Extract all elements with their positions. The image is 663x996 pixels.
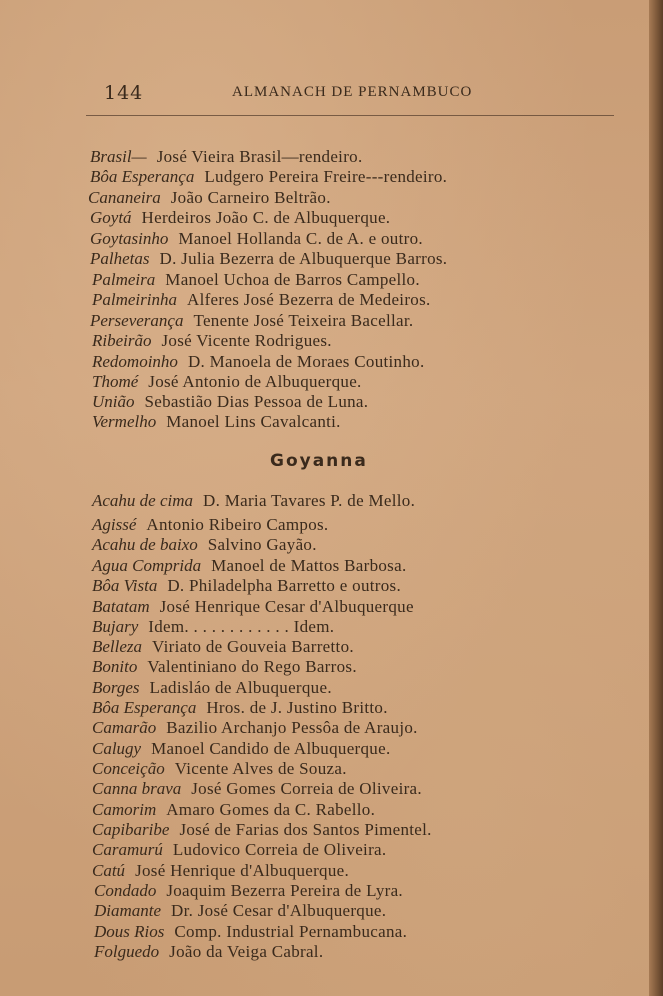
section-title: Goyanna [270, 451, 368, 471]
list-item: Goytasinho Manoel Hollanda C. de A. e outro. [90, 229, 423, 248]
list-item: Thomé José Antonio de Albuquerque. [92, 372, 362, 391]
page-number: 144 [104, 82, 144, 104]
list-item: Conceição Vicente Alves de Souza. [92, 759, 347, 778]
list-item: Bôa Vista D. Philadelpha Barretto e outros. [92, 576, 402, 595]
list-item: Palmeirinha Alferes José Bezerra de Medeiros. [92, 290, 431, 309]
list-item: Batatam José Henrique Cesar d'Albuquerque [92, 597, 414, 616]
list-item: Diamante Dr. José Cesar d'Albuquerque. [94, 901, 387, 920]
list-item: Camarão Bazilio Archanjo Pessôa de Araujo. [92, 718, 418, 737]
running-title: ALMANACH DE PERNAMBUCO [232, 84, 473, 100]
page-edge [649, 0, 663, 996]
list-item: Camorim Amaro Gomes da C. Rabello. [92, 800, 376, 819]
list-item: Belleza Viriato de Gouveia Barretto. [92, 637, 354, 656]
list-item: Bôa Esperança Hros. de J. Justino Britto. [92, 698, 388, 717]
list-item: Canna brava José Gomes Correia de Oliveira. [92, 779, 422, 798]
page-header [0, 78, 663, 108]
list-item: Vermelho Manoel Lins Cavalcanti. [92, 412, 341, 431]
list-item: Bonito Valentiniano do Rego Barros. [92, 657, 357, 676]
list-item: Folguedo João da Veiga Cabral. [94, 942, 324, 961]
list-item: Acahu de baixo Salvino Gayão. [92, 535, 317, 554]
list-item: Palhetas D. Julia Bezerra de Albuquerque Barros. [90, 249, 448, 268]
list-item: Palmeira Manoel Uchoa de Barros Campello. [92, 270, 420, 289]
list-item: Redomoinho D. Manoela de Moraes Coutinho. [92, 352, 425, 371]
list-item: Ribeirão José Vicente Rodrigues. [92, 331, 332, 350]
list-item: Caramurú Ludovico Correia de Oliveira. [92, 840, 387, 859]
list-item: Acahu de cima D. Maria Tavares P. de Mello. [92, 491, 416, 510]
list-item: Dous Rios Comp. Industrial Pernambucana. [94, 922, 408, 941]
list-item: Condado Joaquim Bezerra Pereira de Lyra. [94, 881, 403, 900]
list-item: Perseverança Tenente José Teixeira Bacellar. [90, 311, 414, 330]
list-item: Brasil— José Vieira Brasil—rendeiro. [90, 147, 363, 166]
list-item: Capibaribe José de Farias dos Santos Pimentel. [92, 820, 432, 839]
list-item: Agissé Antonio Ribeiro Campos. [92, 515, 329, 534]
list-item: União Sebastião Dias Pessoa de Luna. [92, 392, 369, 411]
list-item: Bujary Idem. . . . . . . . . . . . Idem. [92, 617, 335, 636]
list-item: Bôa Esperança Ludgero Pereira Freire---rendeiro. [90, 167, 448, 186]
list-item: Calugy Manoel Candido de Albuquerque. [92, 739, 391, 758]
header-rule [86, 115, 614, 116]
list-item: Agua Comprida Manoel de Mattos Barbosa. [92, 556, 407, 575]
list-item: Goytá Herdeiros João C. de Albuquerque. [90, 208, 391, 227]
list-item: Catú José Henrique d'Albuquerque. [92, 861, 350, 880]
list-item: Cananeira João Carneiro Beltrão. [88, 188, 331, 207]
list-item: Borges Ladisláo de Albuquerque. [92, 678, 332, 697]
